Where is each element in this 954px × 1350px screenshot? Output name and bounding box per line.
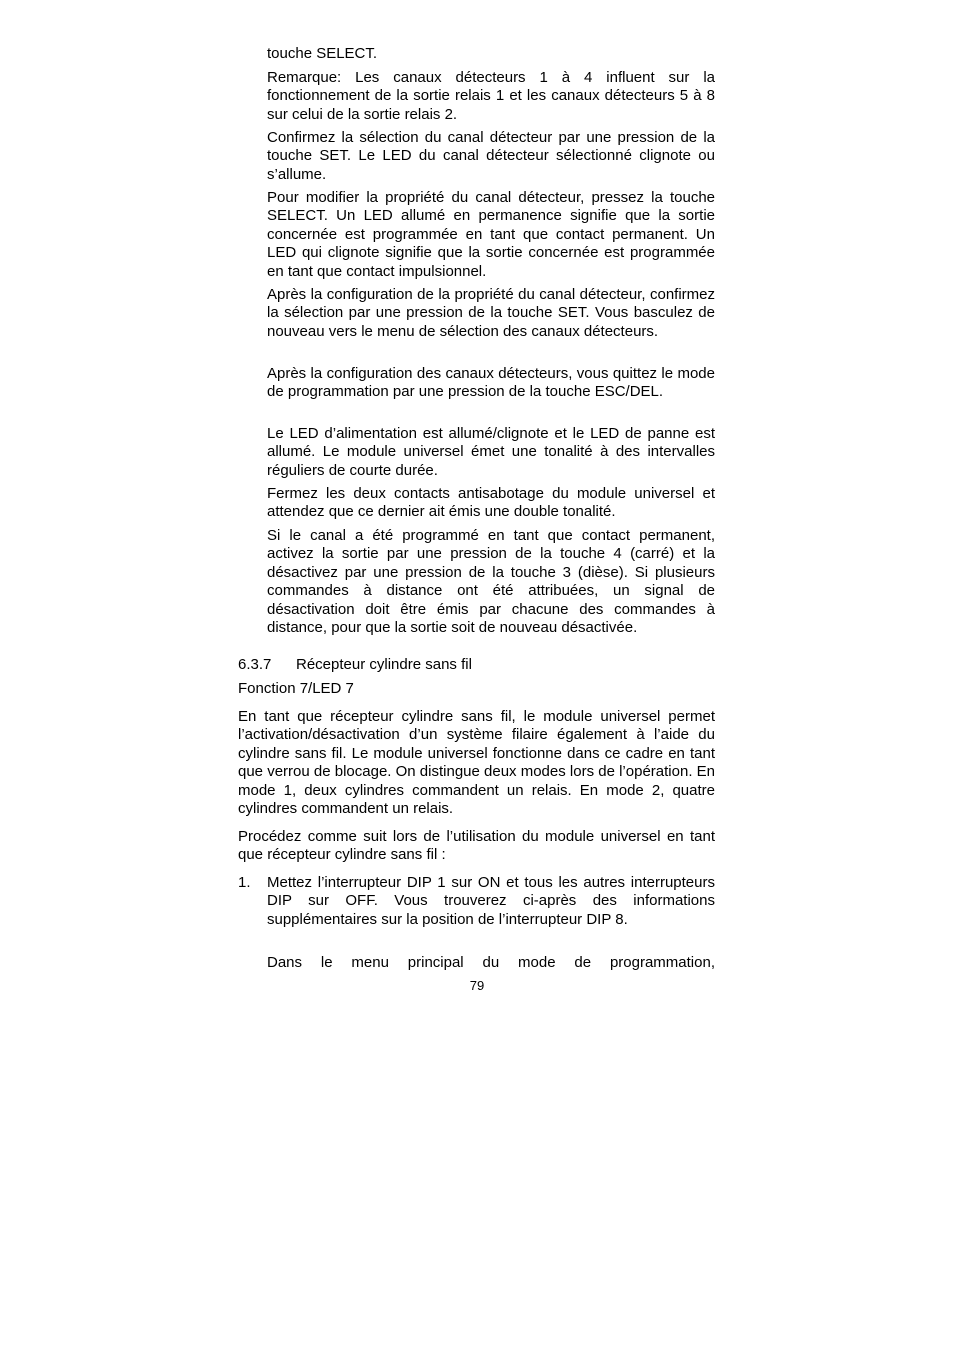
paragraph: Remarque: Les canaux détecteurs 1 à 4 influent sur la fonctionnement de la sortie relais 1 et les canaux détecteurs 5 à 8 sur celui de la sortie relais 2.	[267, 69, 715, 123]
paragraph: Fermez les deux contacts antisabotage du module universel et attendez que ce dernier ait émis une double tonalité.	[267, 485, 715, 521]
list-marker: 1.	[238, 874, 251, 891]
paragraph: Après la configuration de la propriété du canal détecteur, confirmez la sélection par une pression de la touche SET. Vous basculez de nouveau vers le menu de sélection des canaux détecteurs.	[267, 286, 715, 340]
list-item	[238, 874, 715, 929]
section-title: Récepteur cylindre sans fil	[296, 656, 472, 673]
paragraph: Confirmez la sélection du canal détecteur par une pression de la touche SET. Le LED du canal détecteur sélectionné clignote ou s’allume.	[267, 129, 715, 183]
section-number: 6.3.7	[238, 656, 272, 673]
page-number: 79	[469, 978, 485, 993]
paragraph: Le LED d’alimentation est allumé/clignote et le LED de panne est allumé. Le module universel émet une tonalité à des intervalles réguliers de courte durée.	[267, 425, 715, 479]
section-heading	[238, 656, 715, 674]
paragraph: Procédez comme suit lors de l’utilisation du module universel en tant que récepteur cylindre sans fil :	[238, 828, 715, 864]
list-item-text: Mettez l’interrupteur DIP 1 sur ON et tous les autres interrupteurs DIP sur OFF. Vous trouverez ci-après des informations supplémentaires sur la position de l’interrupteur DIP 8.	[267, 874, 715, 928]
paragraph: Après la configuration des canaux détecteurs, vous quittez le mode de programmation par une pression de la touche ESC/DEL.	[267, 365, 715, 401]
paragraph: Si le canal a été programmé en tant que contact permanent, activez la sortie par une pression de la touche 4 (carré) et la désactivez par une pression de la touche 3 (dièse). Si plusieurs commandes à distance ont été attribuées, un signal de désactivation doit être émis par chacune des commandes à distance, pour que la sortie soit de nouveau désactivée.	[267, 527, 715, 637]
paragraph: En tant que récepteur cylindre sans fil, le module universel permet l’activation/désactivation d’un système filaire également à l’aide du cylindre sans fil. Le module universel fonctionne dans ce cadre en tant que verrou de blocage. On distingue deux modes lors de l’opération. En mode 1, deux cylindres commandent un relais. En mode 2, quatre cylindres commandent un relais.	[238, 708, 715, 818]
paragraph: touche SELECT.	[267, 45, 378, 62]
paragraph: Dans le menu principal du mode de programmation,	[267, 954, 715, 971]
function-label: Fonction 7/LED 7	[238, 680, 354, 697]
paragraph: Pour modifier la propriété du canal détecteur, pressez la touche SELECT. Un LED allumé en permanence signifie que la sortie concernée est programmée en tant que contact permanent. Un LED qui clignote signifie que la sortie concernée est programmée en tant que contact impulsionnel.	[267, 189, 715, 280]
